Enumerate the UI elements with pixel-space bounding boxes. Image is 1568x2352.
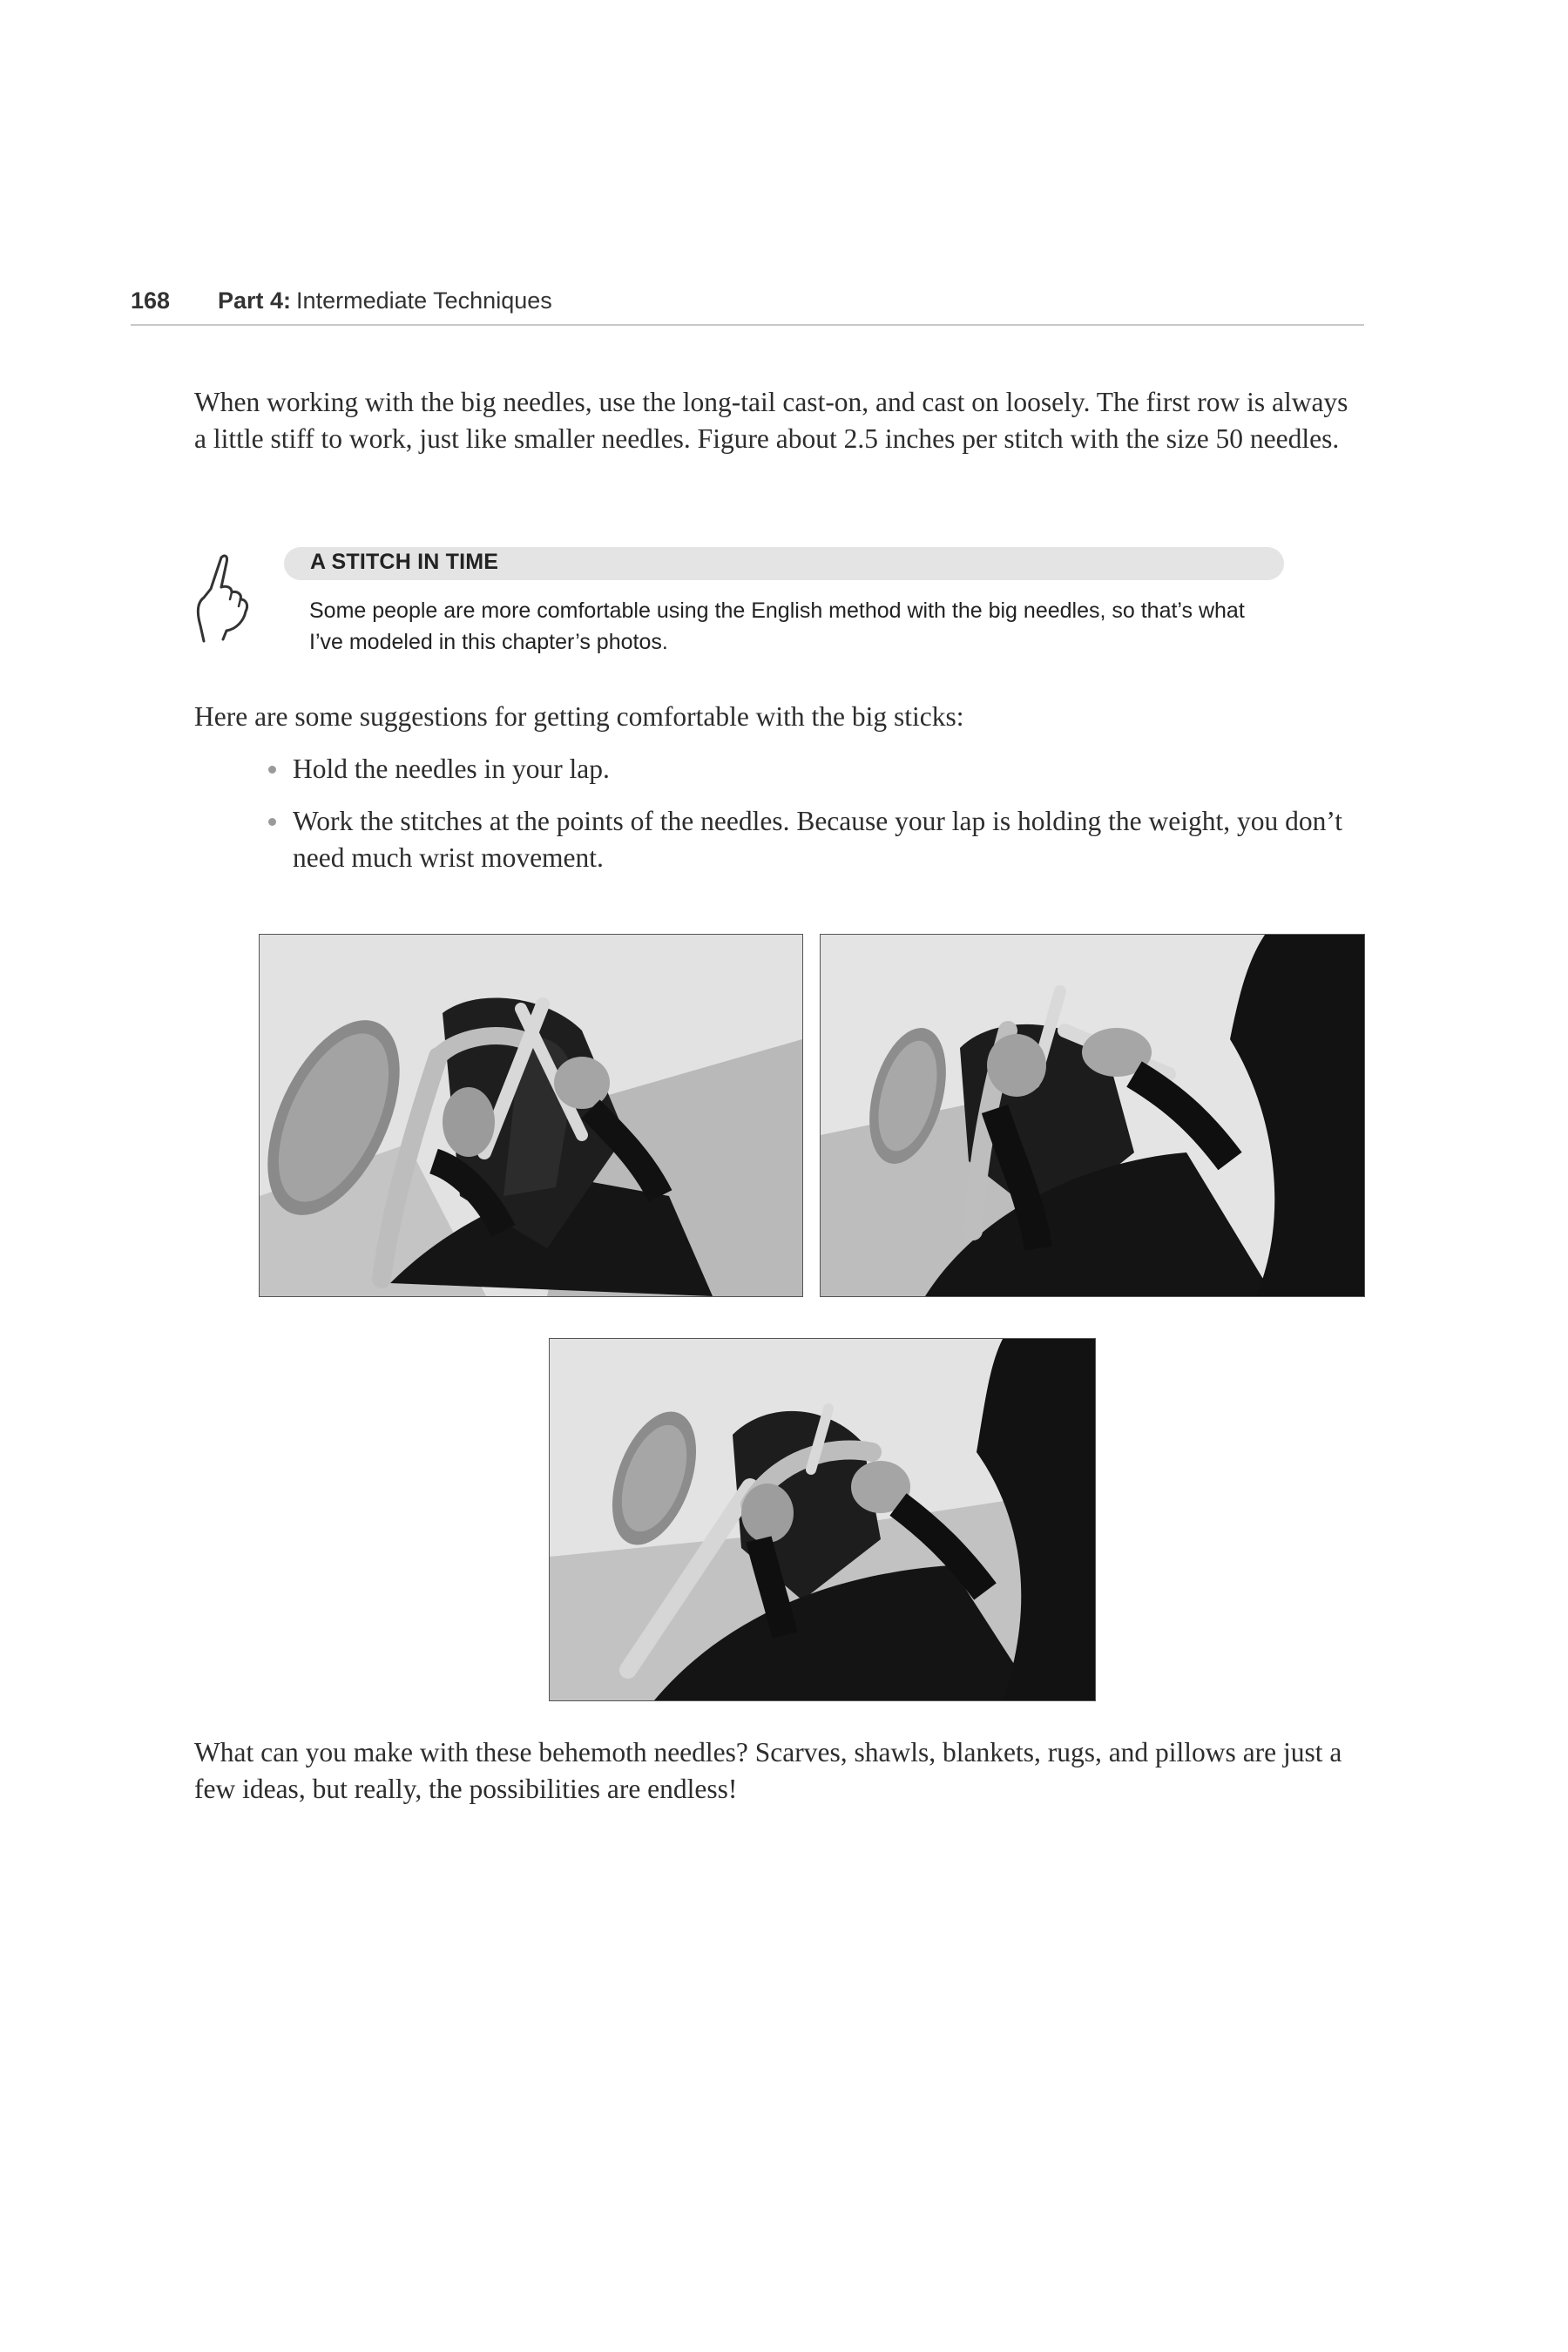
page-number: 168 <box>131 287 171 314</box>
list-item <box>261 803 1361 876</box>
part-title: Intermediate Techniques <box>296 287 552 314</box>
sidebar-title: A STITCH IN TIME <box>310 550 499 574</box>
running-header <box>131 287 1364 326</box>
list-item-text: Hold the needles in your lap. <box>293 754 610 784</box>
knitting-photo-3 <box>549 1338 1096 1701</box>
knitting-photo-1 <box>259 934 803 1297</box>
bullet-icon <box>268 766 276 774</box>
closing-paragraph: What can you make with these behemoth needles? Scarves, shawls, blankets, rugs, and pillows are just a few ideas, but really, the possibilities are endless! <box>194 1737 1342 1804</box>
part-heading <box>218 287 552 314</box>
intro-paragraph: When working with the big needles, use the long-tail cast-on, and cast on loosely. The first row is always a little stiff to work, just like smaller needles. Figure about 2.5 inches per stitch with the size 50 needles. <box>194 387 1348 454</box>
suggestions-list <box>261 751 1361 892</box>
part-label: Part 4: <box>218 287 292 314</box>
pointing-hand-icon <box>192 551 261 643</box>
sidebar-body: Some people are more comfortable using the English method with the big needles, so that’s what I’ve modeled in this chapter’s photos. <box>309 598 1245 654</box>
list-item <box>261 751 1361 787</box>
suggestions-lead: Here are some suggestions for getting comfortable with the big sticks: <box>194 701 964 732</box>
bullet-icon <box>268 818 276 826</box>
knitting-photo-2 <box>820 934 1365 1297</box>
list-item-text: Work the stitches at the points of the needles. Because your lap is holding the weight, you don’t need much wrist movement. <box>293 806 1343 873</box>
